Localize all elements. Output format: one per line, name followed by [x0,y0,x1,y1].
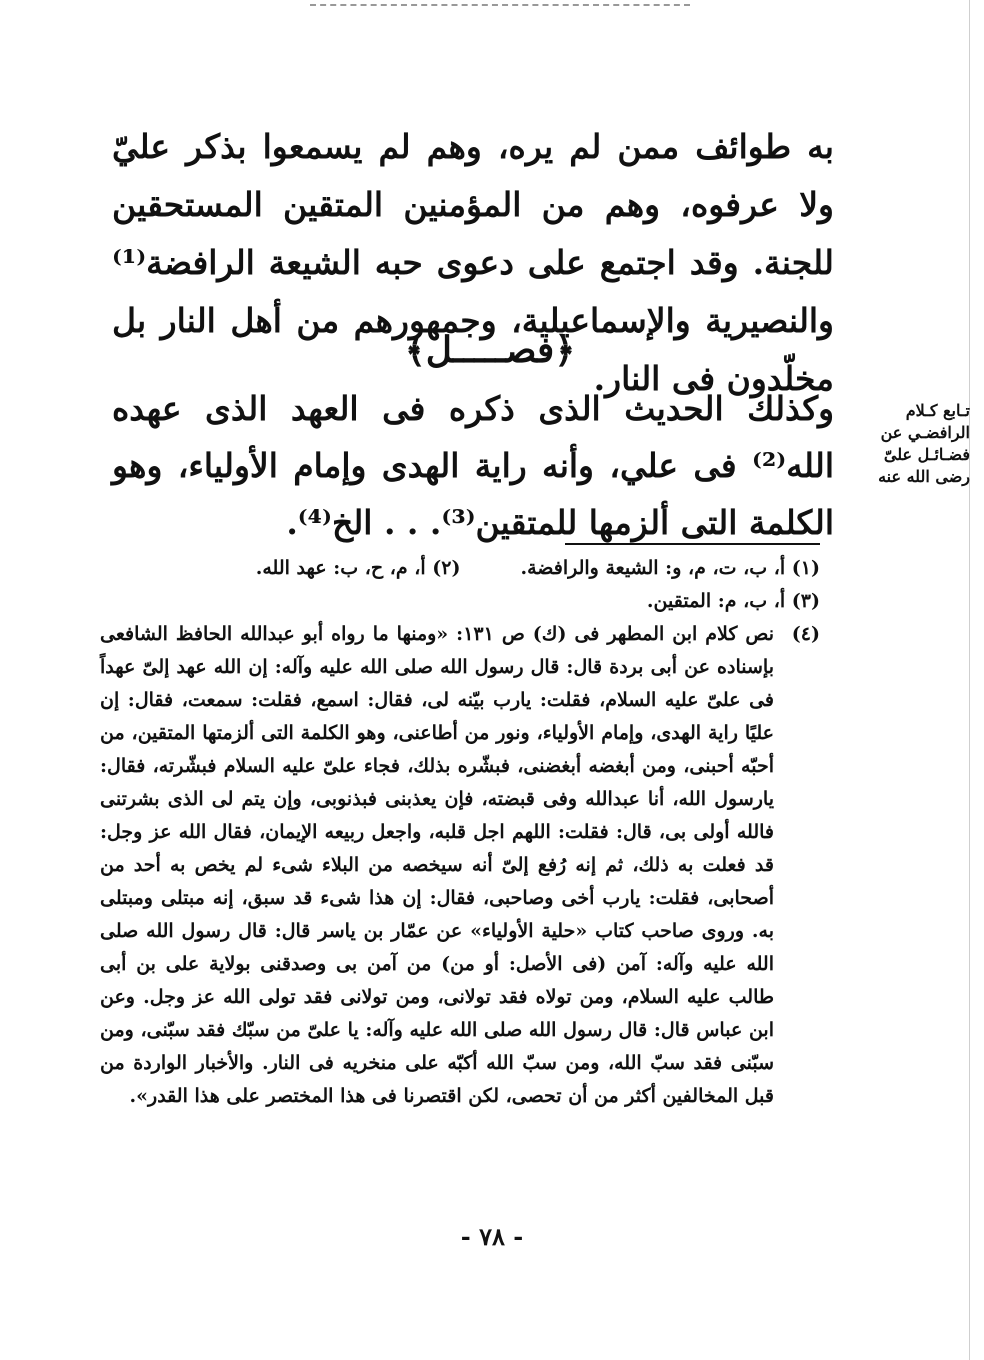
body-paragraph-1: به طوائف ممن لم يره، وهم لم يسمعوا بذكر عليّ ولا عرفوه، وهم من المؤمنين المتقين المستحقين للجنة. وقد اجتمع على دعوى حبه الشيعة الرافضة⁽¹⁾ والنصيرية والإسماعيلية، وجمهورهم من أهل النار بل مخلّدون فى النار. [112,127,834,398]
top-edge-rule [310,4,690,6]
footnote-4-number: (٤) [791,623,820,645]
page-edge-line [969,0,970,1360]
body-paragraph-2: وكذلك الحديث الذى ذكره فى العهد الذى عهده الله⁽²⁾ فى علي، وأنه راية الهدى وإمام الأولياء، وهو الكلمة التى ألزمها للمتقين⁽³⁾. . . الخ⁽⁴⁾. [112,389,834,542]
page-number: - ٧٨ - [460,1222,524,1251]
footnote-separator [565,543,820,545]
footnote-4-text: نص كلام ابن المطهر فى (ك) ص ١٣١: «ومنها ما رواه أبو عبدالله الحافظ الشافعى بإسناده عن أبى بردة قال: قال رسول الله صلى الله عليه وآله: إن الله عهد إلىّ عهداً فى علىّ عليه السلام، فقلت: يارب بيّنه لى، فقال: اسمع، فقلت: سمعت، فقال: إن عليًا راية الهدى، وإمام الأولياء، ونور من أطاعنى، وهو الكلمة التى ألزمتها المتقين، من أحبّه أحبنى، ومن أبغضه أبغضنى، فبشّره بذلك، فجاء علىّ عليه السلام فبشّرته، فقال: يارسول الله، أنا عبدالله وفى قبضته، فإن يعذبنى فبذنوبى، وإن يتم لى الذى بشرتنى فالله أولى بى، قال: فقلت: اللهم اجل قلبه، واجعل ربيعه الإيمان، فقال الله عز وجل: قد فعلت به ذلك، ثم إنه رُفع إلىّ أنه سيخصه من البلاء شىء لم يخص به أحد من أصحابى، فقلت: يارب أخى وصاحبى، فقال: إن هذا شىء قد سبق، إنه مبتلى ومبتلى به. وروى صاحب كتاب «حلية الأولياء» عن عمّار بن ياسر قال: قال رسول الله صلى الله عليه وآله: آمن (فى الأصل: أو من) من آمن بى وصدقنى بولاية على بن أبى طالب عليه السلام، ومن تولاه فقد تولانى، ومن تولانى فقد تولى الله عز وجل. وعن ابن عباس قال: قال رسول الله صلى الله عليه وآله: يا علىّ من سبّك فقد سبّنى، ومن سبّنى فقد سبّ الله، ومن سبّ الله أكبّه على منخريه فى النار. والأخبار الواردة من قبل المخالفين أكثر من أن تحصى، لكن اقتصرنا فى هذا المختصر على هذا القدر». [100,623,774,1107]
footnote-4 [100,618,820,1113]
footnote-1: (١) أ، ب، ت، م، و: الشيعة والرافضة. [520,557,820,579]
footnote-row-1 [100,552,820,585]
footnote-2: (٢) أ، م، ح، ب: عهد الله. [255,557,461,579]
margin-note: تـابع كـلام الرافضـي عن فضـائـل علىّ رضى الله عنه [878,401,970,486]
footnotes [100,552,820,1113]
footnote-3: (٣) أ، ب، م: المتقين. [646,590,820,612]
section-heading: ﴿فصـــــل﴾ [404,329,576,371]
